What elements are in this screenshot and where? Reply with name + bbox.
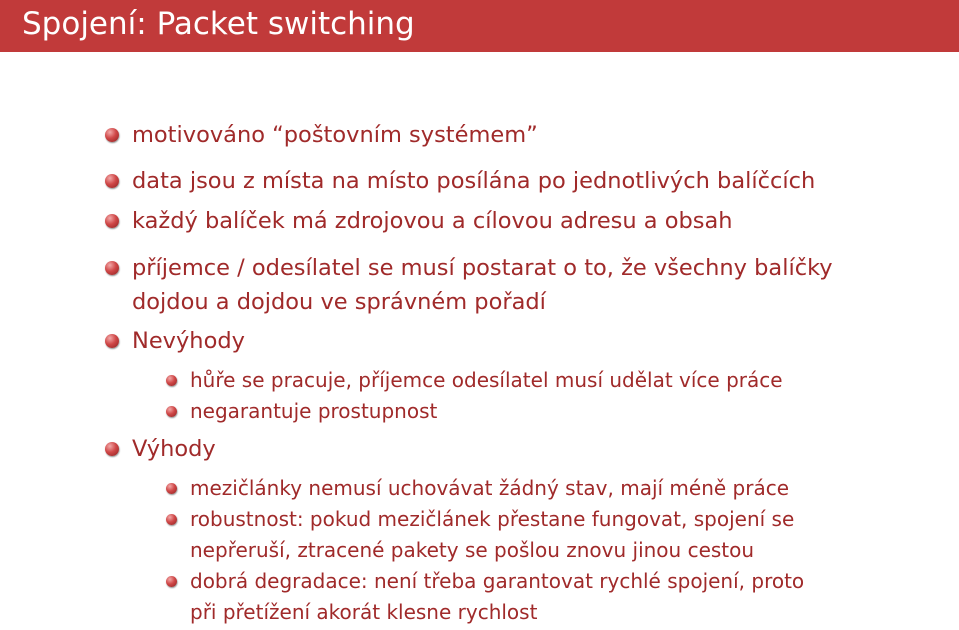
bullet-text-continued: dojdou a dojdou ve správném pořadí [132,289,546,315]
sub-bullet-text: robustnost: pokud mezičlánek přestane fungovat, spojení se [190,507,795,531]
sub-bullet-icon [166,576,177,587]
slide-title: Spojení: Packet switching [22,6,415,42]
bullet-icon [105,174,119,188]
bullet-text: každý balíček má zdrojovou a cílovou adresu a obsah [132,208,733,234]
slide-header [0,0,959,52]
sub-bullet-icon [166,483,177,494]
sub-bullet-text: negarantuje prostupnost [190,399,438,423]
bullet-icon [105,334,119,348]
sub-bullet-icon [166,375,177,386]
section-heading-advantages: Výhody [132,436,216,462]
bullet-icon [105,128,119,142]
section-heading-disadvantages: Nevýhody [132,328,245,354]
sub-bullet-text: hůře se pracuje, příjemce odesílatel musí udělat více práce [190,368,783,392]
sub-bullet-text-continued: nepřeruší, ztracené pakety se pošlou znovu jinou cestou [190,538,755,562]
bullet-text: motivováno “poštovním systémem” [132,122,538,148]
sub-bullet-text: dobrá degradace: není třeba garantovat rychlé spojení, proto [190,569,805,593]
bullet-icon [105,261,119,275]
bullet-text: příjemce / odesílatel se musí postarat o to, že všechny balíčky [132,255,833,281]
bullet-text: data jsou z místa na místo posílána po jednotlivých balíčcích [132,168,816,194]
sub-bullet-text: mezičlánky nemusí uchovávat žádný stav, mají méně práce [190,476,790,500]
sub-bullet-icon [166,514,177,525]
bullet-icon [105,442,119,456]
sub-bullet-text-continued: při přetížení akorát klesne rychlost [190,600,538,624]
bullet-icon [105,214,119,228]
sub-bullet-icon [166,406,177,417]
